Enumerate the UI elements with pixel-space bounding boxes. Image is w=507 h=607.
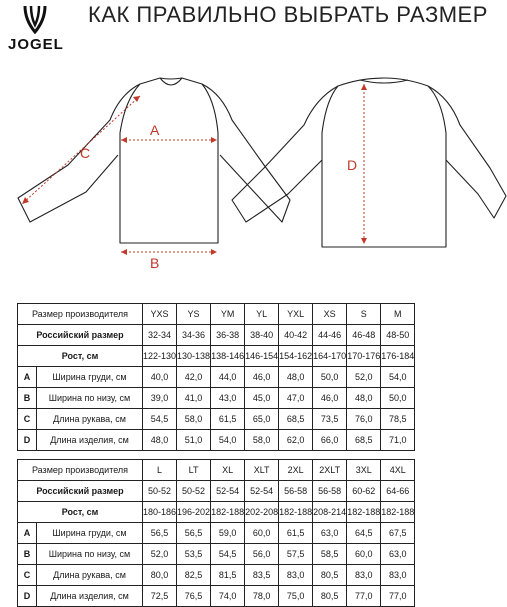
row-label: Длина изделия, см	[37, 586, 143, 607]
table-cell: 60,0	[347, 544, 381, 565]
table-cell: 56,5	[143, 523, 177, 544]
table-cell: 52,0	[143, 544, 177, 565]
size-cell: LT	[177, 460, 211, 481]
table-cell: 80,0	[143, 565, 177, 586]
row-label: Российский размер	[18, 481, 143, 502]
row-letter: B	[18, 544, 37, 565]
table-cell: 176-184	[381, 346, 415, 367]
table-cell: 32-34	[143, 325, 177, 346]
table-cell: 39,0	[143, 388, 177, 409]
table-header-label: Размер производителя	[18, 460, 143, 481]
size-cell: YM	[211, 304, 245, 325]
garment-diagram	[0, 60, 507, 275]
table-cell: 65,0	[245, 409, 279, 430]
table-cell: 50-52	[177, 481, 211, 502]
row-letter: D	[18, 430, 37, 451]
row-label: Длина рукава, см	[37, 565, 143, 586]
table-cell: 122-130	[143, 346, 177, 367]
size-cell: YS	[177, 304, 211, 325]
table-cell: 208-214	[313, 502, 347, 523]
table-cell: 34-36	[177, 325, 211, 346]
measure-d-label: D	[347, 157, 358, 173]
table-row	[18, 367, 415, 388]
row-letter: C	[18, 409, 37, 430]
table-cell: 58,0	[245, 430, 279, 451]
size-cell: M	[381, 304, 415, 325]
table-cell: 56-58	[313, 481, 347, 502]
table-cell: 59,0	[211, 523, 245, 544]
table-cell: 57,5	[279, 544, 313, 565]
table-cell: 68,5	[279, 409, 313, 430]
table-cell: 48,0	[347, 388, 381, 409]
front-left-sleeve	[18, 84, 140, 222]
size-cell: L	[143, 460, 177, 481]
table-cell: 54,5	[143, 409, 177, 430]
table-row	[18, 430, 415, 451]
table-row	[18, 565, 415, 586]
size-cell: 2XL	[279, 460, 313, 481]
table-cell: 77,0	[381, 586, 415, 607]
size-cell: S	[347, 304, 381, 325]
table-cell: 78,5	[381, 409, 415, 430]
table-cell: 52-54	[245, 481, 279, 502]
table-cell: 54,5	[211, 544, 245, 565]
table-cell: 63,0	[313, 523, 347, 544]
row-label: Рост, см	[18, 502, 143, 523]
row-letter: B	[18, 388, 37, 409]
table-cell: 71,0	[381, 430, 415, 451]
table-header-row	[18, 304, 415, 325]
logo-text: JOGEL	[8, 36, 64, 53]
table-cell: 180-186	[143, 502, 177, 523]
measure-a-label: A	[150, 122, 160, 138]
table-cell: 182-188	[211, 502, 245, 523]
table-cell: 146-154	[245, 346, 279, 367]
back-neckline	[360, 80, 408, 83]
table-cell: 48,0	[279, 367, 313, 388]
logo-mark-icon	[22, 4, 48, 34]
row-label: Ширина груди, см	[37, 523, 143, 544]
table-cell: 50,0	[381, 388, 415, 409]
size-cell: 4XL	[381, 460, 415, 481]
table-cell: 83,0	[347, 565, 381, 586]
table-row	[18, 388, 415, 409]
table-header-label: Размер производителя	[18, 304, 143, 325]
table-cell: 41,0	[177, 388, 211, 409]
table-cell: 47,0	[279, 388, 313, 409]
row-label: Длина изделия, см	[37, 430, 143, 451]
table-cell: 51,0	[177, 430, 211, 451]
table-cell: 83,0	[279, 565, 313, 586]
measure-c-label: C	[80, 145, 91, 161]
table-cell: 77,0	[347, 586, 381, 607]
table-cell: 78,0	[245, 586, 279, 607]
table-cell: 66,0	[313, 430, 347, 451]
table-cell: 52-54	[211, 481, 245, 502]
size-cell: 3XL	[347, 460, 381, 481]
table-cell: 52,0	[347, 367, 381, 388]
table-cell: 36-38	[211, 325, 245, 346]
table-cell: 42,0	[177, 367, 211, 388]
size-cell: XLT	[245, 460, 279, 481]
table-cell: 58,5	[313, 544, 347, 565]
table-cell: 50-52	[143, 481, 177, 502]
table-cell: 43,0	[211, 388, 245, 409]
table-cell: 196-202	[177, 502, 211, 523]
table-cell: 58,0	[177, 409, 211, 430]
table-cell: 40-42	[279, 325, 313, 346]
table-cell: 56,5	[177, 523, 211, 544]
table-cell: 130-138	[177, 346, 211, 367]
table-cell: 182-188	[279, 502, 313, 523]
table-cell: 154-162	[279, 346, 313, 367]
table-cell: 80,5	[313, 565, 347, 586]
table-cell: 56,0	[245, 544, 279, 565]
table-cell: 83,5	[245, 565, 279, 586]
table-cell: 64-66	[381, 481, 415, 502]
front-shirt-outline	[120, 78, 218, 243]
size-cell: XS	[313, 304, 347, 325]
table-cell: 81,5	[211, 565, 245, 586]
table-cell: 82,5	[177, 565, 211, 586]
table-cell: 46,0	[245, 367, 279, 388]
page-title: КАК ПРАВИЛЬНО ВЫБРАТЬ РАЗМЕР	[88, 2, 488, 27]
table-cell: 73,5	[313, 409, 347, 430]
row-label: Ширина по низу, см	[37, 544, 143, 565]
table-cell: 68,5	[347, 430, 381, 451]
table-cell: 80,5	[313, 586, 347, 607]
table-cell: 62,0	[279, 430, 313, 451]
table-cell: 50,0	[313, 367, 347, 388]
table-cell: 72,5	[143, 586, 177, 607]
table-cell: 63,0	[381, 544, 415, 565]
table-cell: 75,0	[279, 586, 313, 607]
table-cell: 44,0	[211, 367, 245, 388]
table-row	[18, 325, 415, 346]
size-cell: YXL	[279, 304, 313, 325]
table-row	[18, 523, 415, 544]
table-cell: 44-46	[313, 325, 347, 346]
size-cell: YL	[245, 304, 279, 325]
table-header-row	[18, 460, 415, 481]
table-row	[18, 502, 415, 523]
table-cell: 45,0	[245, 388, 279, 409]
table-cell: 202-208	[245, 502, 279, 523]
table-cell: 76,5	[177, 586, 211, 607]
row-letter: D	[18, 586, 37, 607]
table-cell: 48-50	[381, 325, 415, 346]
table-cell: 38-40	[245, 325, 279, 346]
row-label: Ширина по низу, см	[37, 388, 143, 409]
table-cell: 46-48	[347, 325, 381, 346]
row-letter: C	[18, 565, 37, 586]
table-row	[18, 346, 415, 367]
table-row	[18, 409, 415, 430]
table-cell: 182-188	[381, 502, 415, 523]
size-table	[17, 303, 415, 451]
table-cell: 138-146	[211, 346, 245, 367]
table-cell: 74,0	[211, 586, 245, 607]
size-cell: XL	[211, 460, 245, 481]
row-label: Ширина груди, см	[37, 367, 143, 388]
table-cell: 182-188	[347, 502, 381, 523]
row-letter: A	[18, 523, 37, 544]
table-cell: 83,0	[381, 565, 415, 586]
table-cell: 76,0	[347, 409, 381, 430]
table-cell: 61,5	[279, 523, 313, 544]
table-row	[18, 586, 415, 607]
measure-b-label: B	[150, 255, 160, 271]
table-cell: 46,0	[313, 388, 347, 409]
table-cell: 60,0	[245, 523, 279, 544]
row-label: Длина рукава, см	[37, 409, 143, 430]
size-cell: YXS	[143, 304, 177, 325]
row-label: Рост, см	[18, 346, 143, 367]
table-cell: 48,0	[143, 430, 177, 451]
row-label: Российский размер	[18, 325, 143, 346]
table-cell: 64,5	[347, 523, 381, 544]
row-letter: A	[18, 367, 37, 388]
table-cell: 67,5	[381, 523, 415, 544]
table-cell: 170-176	[347, 346, 381, 367]
table-row	[18, 544, 415, 565]
table-row	[18, 481, 415, 502]
table-cell: 61,5	[211, 409, 245, 430]
size-table	[17, 459, 415, 607]
table-cell: 60-62	[347, 481, 381, 502]
table-cell: 53,5	[177, 544, 211, 565]
size-cell: 2XLT	[313, 460, 347, 481]
brand-logo	[6, 4, 66, 54]
table-cell: 40,0	[143, 367, 177, 388]
table-cell: 56-58	[279, 481, 313, 502]
back-shirt-outline	[322, 78, 446, 247]
table-cell: 54,0	[211, 430, 245, 451]
table-cell: 54,0	[381, 367, 415, 388]
table-cell: 164-170	[313, 346, 347, 367]
